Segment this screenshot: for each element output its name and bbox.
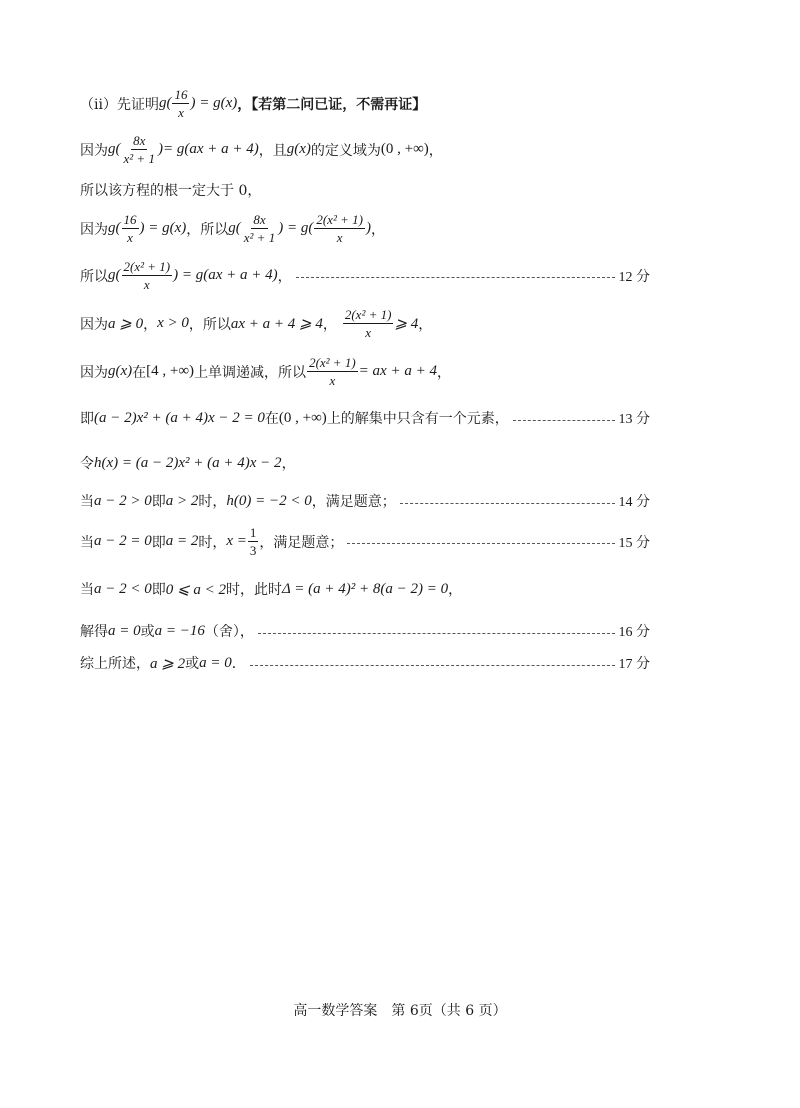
math: g( <box>158 95 172 111</box>
text: ， <box>370 221 385 238</box>
text: 时， <box>198 534 227 551</box>
fraction: $\frac{\text{2(x² + 1)}}{x}$ <box>344 307 392 340</box>
text: 时，此时 <box>225 582 282 598</box>
text: 所以 <box>80 268 108 285</box>
text: 时， <box>198 494 227 510</box>
dotted-leader <box>250 665 615 666</box>
statement-line-9 <box>80 453 296 473</box>
statement-line-10 <box>80 491 650 511</box>
math: a − 2 > 0 <box>94 492 152 509</box>
math: a − 2 = 0 <box>94 533 152 549</box>
text: 在 <box>132 364 147 381</box>
fraction: $\frac{1}{3}$ <box>249 525 257 558</box>
math: a = 0 <box>108 622 141 639</box>
math: ax + a + 4 ⩾ 4 <box>230 316 323 332</box>
text: 综上所述， <box>80 656 150 672</box>
text: 即 <box>80 411 94 427</box>
math: (0 , +∞) <box>278 409 327 426</box>
math: ) = g( <box>278 220 314 236</box>
text: ， <box>143 316 158 333</box>
fraction: $\frac{8x}{\text{x² + 1}}$ <box>243 212 276 245</box>
math: [4 , +∞) <box>146 363 195 379</box>
statement-line-7 <box>80 356 451 387</box>
dotted-leader <box>513 420 615 421</box>
dotted-leader <box>258 633 615 634</box>
text: ， <box>281 456 296 472</box>
text: 因为 <box>80 221 108 238</box>
text: 在 <box>264 411 279 427</box>
math: a = −16 <box>154 622 205 639</box>
dotted-leader <box>296 277 615 278</box>
math: ⩾ 4 <box>394 316 419 332</box>
math: ) = g(x) <box>139 220 187 236</box>
text: （舍）， <box>204 624 254 640</box>
score-mark: 13 分 <box>618 412 650 427</box>
note: ，【若第二问已证，不需再证】 <box>237 96 427 113</box>
text: ， <box>428 142 443 159</box>
text: ， <box>277 268 292 285</box>
math: ) <box>157 141 163 157</box>
text: 令 <box>80 456 94 472</box>
math: g( <box>108 141 121 157</box>
statement-line-11 <box>80 526 650 557</box>
math: g(x) <box>108 363 133 379</box>
text: 即 <box>151 582 166 598</box>
score-mark: 17 分 <box>618 657 650 672</box>
text: ，满足题意； <box>259 534 344 551</box>
math: x = <box>226 533 247 549</box>
fraction: $\frac{\text{2(x² + 1)}}{x}$ <box>316 212 363 245</box>
fraction: $\frac{\text{2(x² + 1)}}{x}$ <box>123 259 171 292</box>
text: ， <box>322 316 337 333</box>
math: a ⩾ 0 <box>108 316 144 332</box>
statement-line-13 <box>80 621 650 641</box>
text: 的定义域为 <box>310 142 381 159</box>
text: 或 <box>140 624 155 640</box>
statement-line-1 <box>80 88 426 119</box>
math: a − 2 < 0 <box>94 580 152 597</box>
text: （ii）先证明 <box>80 96 159 113</box>
math: = g(ax + a + 4) <box>162 141 259 157</box>
statement-line-6 <box>80 308 432 339</box>
text: ，且 <box>258 142 287 159</box>
text: 因为 <box>80 142 108 159</box>
statement-line-3 <box>80 180 261 200</box>
score-mark: 15 分 <box>618 535 650 551</box>
text: ． <box>231 656 246 672</box>
math: g( <box>228 220 241 236</box>
statement-line-2 <box>80 134 443 165</box>
math: Δ = (a + 4)² + 8(a − 2) = 0 <box>281 580 449 597</box>
text: 即 <box>151 494 166 510</box>
score-mark: 14 分 <box>618 495 650 510</box>
math: a > 2 <box>165 492 199 509</box>
dotted-leader <box>400 503 615 504</box>
text: ， <box>418 316 433 333</box>
statement-line-14 <box>80 653 650 673</box>
text: 即 <box>151 534 166 551</box>
math: (0 , +∞) <box>380 141 429 157</box>
text: ，满足题意； <box>311 494 396 510</box>
text: 因为 <box>80 364 108 381</box>
text: 或 <box>185 656 200 672</box>
text: 上的解集中只含有一个元素， <box>326 411 509 427</box>
score-mark: 12 分 <box>618 269 650 285</box>
math: ) = g(x) <box>190 95 238 111</box>
math: = ax + a + 4 <box>358 363 437 379</box>
math: h(x) = (a − 2)x² + (a + 4)x − 2 <box>94 454 282 471</box>
text: 当 <box>80 534 94 551</box>
math: g( <box>108 220 121 236</box>
math: x > 0 <box>157 315 189 331</box>
text: 当 <box>80 582 94 598</box>
score-mark: 16 分 <box>618 625 650 640</box>
statement-line-4 <box>80 213 385 244</box>
statement-line-5 <box>80 260 650 291</box>
text: 上单调递减，所以 <box>194 364 307 381</box>
math: g( <box>108 267 121 283</box>
fraction: $\frac{\text{2(x² + 1)}}{x}$ <box>309 355 356 388</box>
math: a = 0 <box>199 654 232 671</box>
text: ，所以 <box>186 221 229 238</box>
math: ) = g(ax + a + 4) <box>173 267 278 283</box>
fraction: $\frac{16}{x}$ <box>174 87 188 120</box>
text: ，所以 <box>188 316 231 333</box>
math: a ⩾ 2 <box>150 655 186 672</box>
math: 0 ⩽ a < 2 <box>165 581 226 598</box>
fraction: $\frac{8x}{\text{x² + 1}}$ <box>123 133 155 166</box>
statement-line-8 <box>80 408 650 428</box>
math: (a − 2)x² + (a + 4)x − 2 = 0 <box>94 409 265 426</box>
text: ， <box>436 364 451 381</box>
fraction: $\frac{16}{x}$ <box>123 212 137 245</box>
statement-line-12 <box>80 579 462 599</box>
math: h(0) = −2 < 0 <box>226 492 312 509</box>
text: 解得 <box>80 624 108 640</box>
page-footer: 高一数学答案 第 6页（共 6 页） <box>293 1003 507 1019</box>
text: 当 <box>80 494 94 510</box>
math: ) <box>365 220 371 236</box>
math: a = 2 <box>165 533 199 549</box>
text: 因为 <box>80 316 108 333</box>
math: g(x) <box>286 141 311 157</box>
dotted-leader <box>347 543 614 544</box>
text: ， <box>448 582 463 598</box>
text: 所以该方程的根一定大于 0， <box>80 183 262 199</box>
